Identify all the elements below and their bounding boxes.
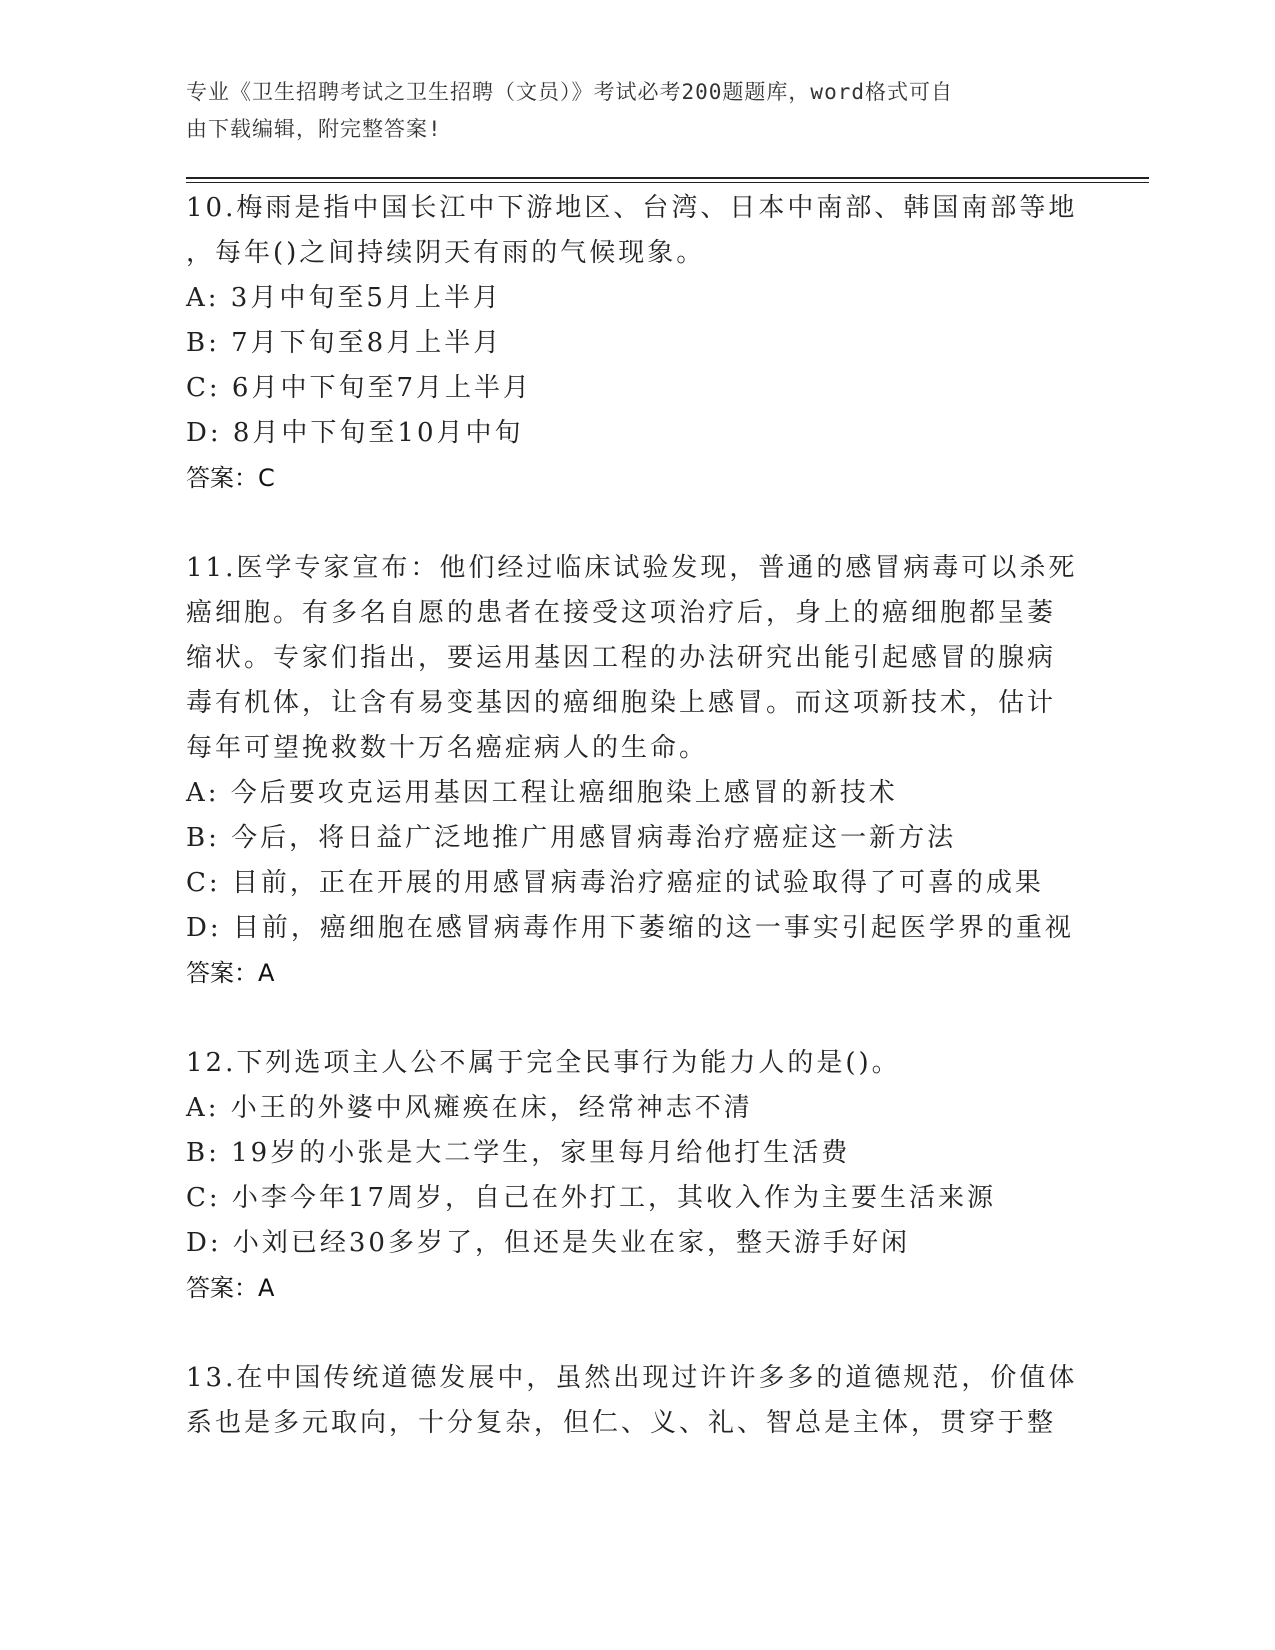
question-stem-line: 癌细胞。有多名自愿的患者在接受这项治疗后，身上的癌细胞都呈萎: [186, 598, 1057, 628]
question-stem-line: 系也是多元取向，十分复杂，但仁、义、礼、智总是主体，贯穿于整: [186, 1408, 1057, 1438]
question-stem-line: 12.下列选项主人公不属于完全民事行为能力人的是()。: [186, 1048, 901, 1078]
question-stem-line: 10.梅雨是指中国长江中下游地区、台湾、日本中南部、韩国南部等地: [186, 193, 1078, 223]
header-rule-thin: [186, 182, 1149, 183]
option-d: D: 小刘已经30多岁了，但还是失业在家，整天游手好闲: [186, 1228, 910, 1258]
question-stem-line: ，每年()之间持续阴天有雨的气候现象。: [186, 238, 706, 268]
question-10: [186, 186, 1086, 501]
question-12: [186, 1041, 1086, 1311]
question-stem-line: 13.在中国传统道德发展中，虽然出现过许许多多的道德规范，价值体: [186, 1363, 1078, 1393]
question-stem-line: 缩状。专家们指出，要运用基因工程的办法研究出能引起感冒的腺病: [186, 643, 1057, 673]
option-c: C: 小李今年17周岁，自己在外打工，其收入作为主要生活来源: [186, 1183, 997, 1213]
header-line-2: 由下载编辑，附完整答案!: [186, 117, 442, 141]
answer-line: 答案：A: [186, 1274, 275, 1302]
option-a: A: 小王的外婆中风瘫痪在床，经常神志不清: [186, 1093, 753, 1123]
option-b: B: 19岁的小张是大二学生，家里每月给他打生活费: [186, 1138, 851, 1168]
document-header: [186, 74, 1066, 148]
option-d: D: 目前，癌细胞在感冒病毒作用下萎缩的这一事实引起医学界的重视: [186, 913, 1074, 943]
option-c: C: 目前，正在开展的用感冒病毒治疗癌症的试验取得了可喜的成果: [186, 868, 1044, 898]
option-b: B: 7月下旬至8月上半月: [186, 328, 503, 358]
option-d: D: 8月中下旬至10月中旬: [186, 418, 524, 448]
header-rule-thick: [186, 177, 1149, 179]
answer-line: 答案：A: [186, 959, 275, 987]
option-a: A: 3月中旬至5月上半月: [186, 283, 502, 313]
answer-line: 答案：C: [186, 464, 275, 492]
header-line-1: 专业《卫生招聘考试之卫生招聘（文员）》考试必考200题题库，word格式可自: [186, 80, 953, 104]
option-a: A: 今后要攻克运用基因工程让癌细胞染上感冒的新技术: [186, 778, 898, 808]
question-11: [186, 546, 1086, 996]
question-13: [186, 1356, 1086, 1446]
question-stem-line: 毒有机体，让含有易变基因的癌细胞染上感冒。而这项新技术，估计: [186, 688, 1057, 718]
option-b: B: 今后，将日益广泛地推广用感冒病毒治疗癌症这一新方法: [186, 823, 957, 853]
question-list: [186, 186, 1086, 1491]
option-c: C: 6月中下旬至7月上半月: [186, 373, 533, 403]
question-stem-line: 11.医学专家宣布：他们经过临床试验发现，普通的感冒病毒可以杀死: [186, 553, 1078, 583]
question-stem-line: 每年可望挽救数十万名癌症病人的生命。: [186, 733, 709, 763]
